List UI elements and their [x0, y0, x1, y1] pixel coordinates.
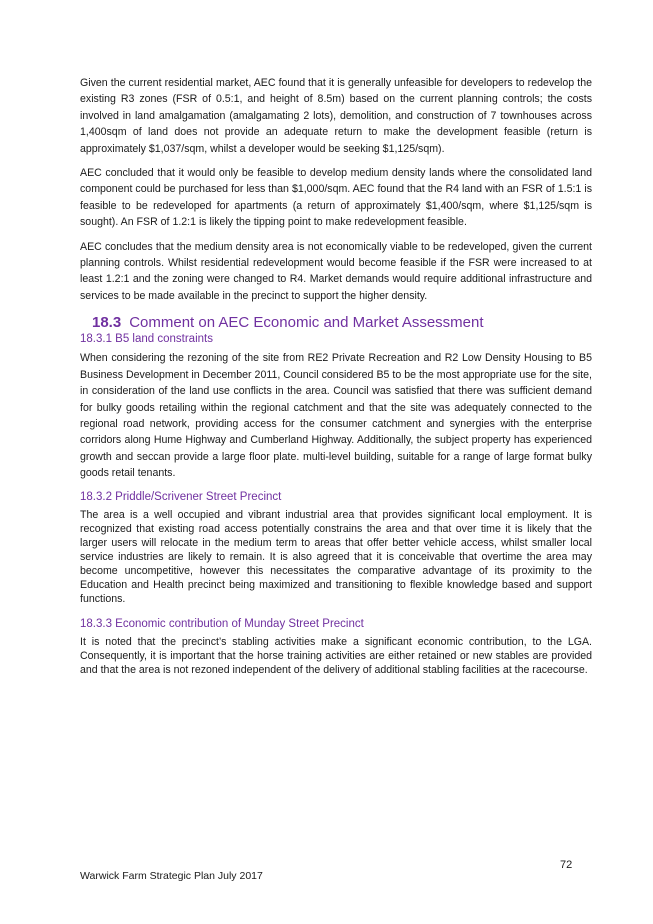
body-paragraph: Given the current residential market, AEC found that it is generally unfeasible for developers to redevelop the existing R3 zones (FSR of 0.5:1, and height of 8.5m) based on the current planning controls; the costs involved in land amalgamation (amalgamating 2 lots), demolition, and construction of 7 townhouses across 1,400sqm of land does not provide an adequate return to make the development feasible (return is approximately $1,037/sqm, whilst a developer would be seeking $1,125/sqm).	[80, 77, 592, 155]
subsection-body: When considering the rezoning of the site from RE2 Private Recreation and R2 Low Density Housing to B5 Business Development in December 2011, Council considered B5 to be the most appropriate use for the site, in consideration of the land use conflicts in the area. Council was satisfied that there was sufficient demand for bulky goods retailing within the regional catchment and that the site was adequately connected to the regional road network, providing access for the consumer catchment and synergies with the enterprise corridors along Hume Highway and Cumberland Highway. Additionally, the subject property has experienced growth and seccan provide a large floor plate. multi-level building, suitable for a range of large format bulky goods retail tenants.	[80, 352, 592, 480]
subsection-heading: 18.3.1 B5 land constraints	[80, 333, 213, 346]
section-heading	[92, 314, 592, 332]
subsection-body: It is noted that the precinct’s stabling activities make a significant economic contribution, to the LGA. Consequently, it is important that the horse training activities are either retained or new stables are provided and that the area is not rezoned independent of the delivery of additional stabling facilities at the racecourse.	[80, 635, 592, 676]
section-title: Comment on AEC Economic and Market Assessment	[129, 314, 484, 332]
body-paragraph: AEC concluded that it would only be feasible to develop medium density lands where the consolidated land component could be purchased for less than $1,000/sqm. AEC found that the R4 land with an FSR of 1.5:1 is feasible to be redeveloped for apartments (a return of approximately $1,400/sqm, where $1,125/sqm is sought). An FSR of 1.2:1 is likely the tipping point to make redevelopment feasible.	[80, 167, 592, 229]
subsection-heading: 18.3.2 Priddle/Scrivener Street Precinct	[80, 490, 282, 503]
footer-title: Warwick Farm Strategic Plan July 2017	[80, 870, 263, 882]
section-number: 18.3	[92, 314, 122, 332]
body-paragraph: AEC concludes that the medium density area is not economically viable to be redeveloped, given the current planning controls. Whilst residential redevelopment would become feasible if the FSR were increased to at least 1.2:1 and the zoning were changed to R4. Market demands would require additional infrastructure and services to be made available in the precinct to support the higher density.	[80, 240, 592, 302]
subsection-body: The area is a well occupied and vibrant industrial area that provides significant local employment. It is recognized that existing road access potentially constrains the area and that over time it is likely that the larger users will relocate in the medium term to areas that offer better vehicle access, whilst smaller local service industries are likely to remain. It is also agreed that it is conceivable that overtime the area may become uncompetitive, however this necessitates the comparative advantage of its proximity to the Education and Health precinct being maximized and transitioning to flexible knowledge based and support functions.	[80, 508, 592, 605]
page-body	[80, 75, 592, 688]
page-number: 72	[560, 859, 573, 871]
subsection-heading: 18.3.3 Economic contribution of Munday Street Precinct	[80, 617, 364, 630]
